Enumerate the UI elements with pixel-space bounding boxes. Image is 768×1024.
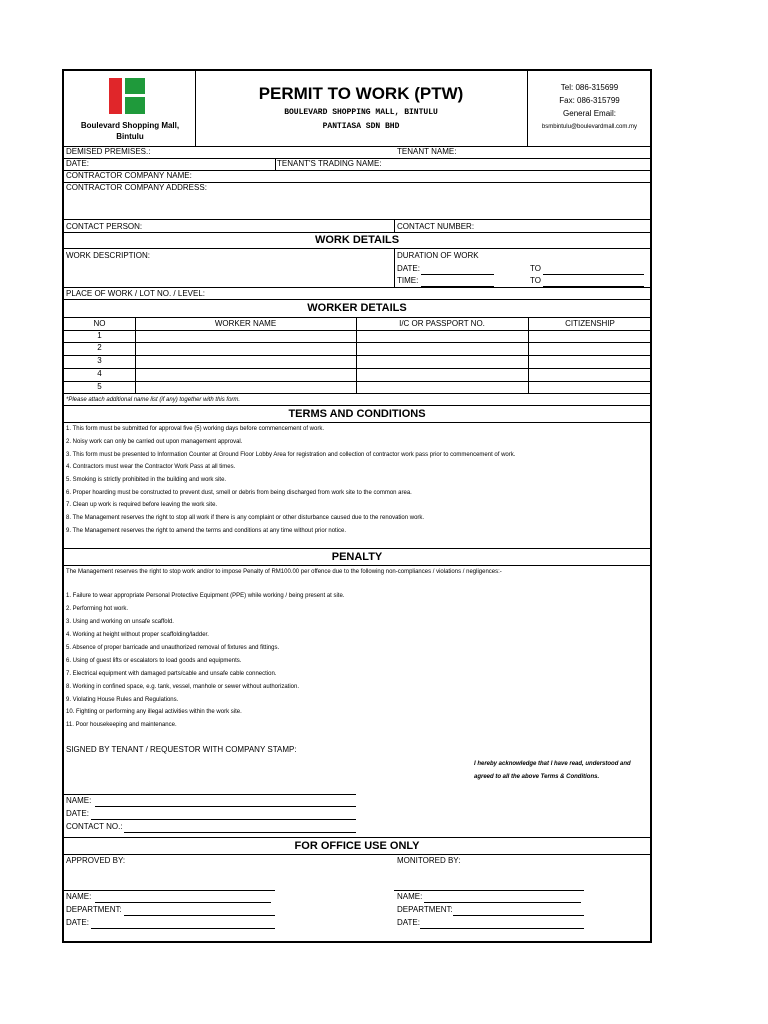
monitored-by-label: MONITORED BY: [397,856,461,865]
duration-to-time: TO [530,276,541,285]
penalty-item: 7. Electrical equipment with damaged parts/cable and unsafe cable connection. [66,671,277,677]
signature-line[interactable] [64,794,356,795]
work-details-heading: WORK DETAILS [314,234,400,246]
worker-row[interactable]: 4 [97,369,102,378]
monitor-date-line[interactable] [420,928,584,929]
penalty-item: 10. Fighting or performing any illegal activities within the work site. [66,709,242,715]
email-label: General Email: [563,109,616,118]
acknowledgement-line-2: agreed to all the above Terms & Conditions. [474,774,600,780]
worker-row[interactable]: 3 [97,356,102,365]
approver-department-line[interactable] [124,915,275,916]
tel: Tel: 086-315699 [560,83,619,92]
acknowledgement-line-1: I hereby acknowledge that I have read, understood and [474,761,631,767]
col-citizenship: CITIZENSHIP [565,319,615,328]
contractor-address-field[interactable]: CONTRACTOR COMPANY ADDRESS: [66,183,207,192]
mall-logo [109,78,145,114]
worker-row[interactable]: 2 [97,343,102,352]
terms-item: 2. Noisy work can only be carried out upon management approval. [66,439,243,445]
approver-date-label: DATE: [66,918,89,927]
terms-item: 8. The Management reserves the right to stop all work if there is any complaint or other disturbance caused due to the renovation work. [66,515,425,521]
logo-green-bottom [125,97,145,114]
contact-number-field[interactable]: CONTACT NUMBER: [397,222,475,231]
form-title: PERMIT TO WORK (PTW) [258,84,464,103]
penalty-intro: The Management reserves the right to stop work and/or to impose Penalty of RM100.00 per offence due to the following non-compliances / violations / negligences:- [66,569,502,575]
mall-name: Boulevard Shopping Mall, Bintulu [80,121,180,141]
tenant-name-field[interactable]: TENANT NAME: [397,147,457,156]
terms-item: 3. This form must be presented to Information Counter at Ground Floor Lobby Area for registration and collection of contractor work pass prior to commencement of work. [66,452,516,458]
signer-contact-line[interactable] [124,832,356,833]
monitor-department-line[interactable] [453,915,584,916]
penalty-item: 8. Working in confined space, e.g. tank, vessel, manhole or sewer without authorization. [66,684,300,690]
penalty-item: 6. Using of guest lifts or escalators to load goods and equipments. [66,658,242,664]
approver-name-line[interactable] [95,902,271,903]
col-no: NO [93,319,106,328]
worker-note: *Please attach additional name list (if any) together with this form. [66,397,241,403]
duration-label: DURATION OF WORK [397,251,479,260]
signer-date-label: DATE: [66,809,89,818]
penalty-item: 5. Absence of proper barricade and unauthorized removal of fixtures and fittings. [66,645,280,651]
approver-name-label: NAME: [66,892,92,901]
penalty-item: 1. Failure to wear appropriate Personal Protective Equipment (PPE) while working / being present at site. [66,593,345,599]
logo-red-block [109,78,122,114]
signer-name-line[interactable] [95,806,356,807]
work-description-field[interactable]: WORK DESCRIPTION: [66,251,151,260]
signer-date-line[interactable] [91,819,356,820]
place-of-work-field[interactable]: PLACE OF WORK / LOT NO. / LEVEL: [66,289,205,298]
trading-name-field[interactable]: TENANT'S TRADING NAME: [277,159,382,168]
penalty-item: 2. Performing hot work. [66,606,129,612]
duration-to-date-line[interactable] [543,274,644,275]
penalty-heading: PENALTY [331,551,383,563]
permit-form [62,69,652,943]
penalty-item: 3. Using and working on unsafe scaffold. [66,619,174,625]
office-use-heading: FOR OFFICE USE ONLY [294,840,420,852]
signed-by-label: SIGNED BY TENANT / REQUESTOR WITH COMPANY STAMP: [66,745,297,754]
monitor-signature-line[interactable] [394,890,584,891]
monitor-name-label: NAME: [397,892,423,901]
approver-date-line[interactable] [91,928,275,929]
logo-green-top [125,78,145,94]
date-field[interactable]: DATE: [66,159,89,168]
approved-by-label: APPROVED BY: [66,856,126,865]
fax: Fax: 086-315799 [559,96,620,105]
duration-date-line[interactable] [421,274,494,275]
penalty-item: 9. Violating House Rules and Regulations. [66,697,179,703]
company-line-1: BOULEVARD SHOPPING MALL, BINTULU [284,108,438,117]
duration-time-label: TIME: [397,276,419,285]
monitor-department-label: DEPARTMENT: [397,905,453,914]
col-ic-passport: I/C OR PASSPORT NO. [399,319,485,328]
penalty-item: 4. Working at height without proper scaffolding/ladder. [66,632,209,638]
terms-item: 5. Smoking is strictly prohibited in the building and work site. [66,477,227,483]
terms-item: 6. Proper hoarding must be constructed to prevent dust, smell or debris from being discharged from work site to the common area. [66,490,412,496]
demised-premises-field[interactable]: DEMISED PREMISES.: [66,147,151,156]
approver-department-label: DEPARTMENT: [66,905,122,914]
terms-item: 9. The Management reserves the right to amend the terms and conditions at any time without prior notice. [66,528,347,534]
approver-signature-line[interactable] [64,890,275,891]
contractor-name-field[interactable]: CONTRACTOR COMPANY NAME: [66,171,192,180]
terms-heading: TERMS AND CONDITIONS [288,408,426,420]
penalty-item: 11. Poor housekeeping and maintenance. [66,722,177,728]
company-line-2: PANTIASA SDN BHD [322,122,400,131]
email-address: bsmbintulu@boulevardmall.com.my [541,124,638,130]
monitor-date-label: DATE: [397,918,420,927]
worker-row[interactable]: 5 [97,382,102,391]
worker-details-heading: WORKER DETAILS [307,302,407,314]
worker-row[interactable]: 1 [97,331,102,340]
signer-name-label: NAME: [66,796,92,805]
terms-item: 1. This form must be submitted for approval five (5) working days before commencement of work. [66,426,324,432]
contact-person-field[interactable]: CONTACT PERSON: [66,222,143,231]
col-worker-name: WORKER NAME [214,319,277,328]
signer-contact-label: CONTACT NO.: [66,822,123,831]
monitor-name-line[interactable] [424,902,581,903]
duration-to-date: TO [530,264,541,273]
terms-item: 4. Contractors must wear the Contractor Work Pass at all times. [66,464,236,470]
terms-item: 7. Clean up work is required before leaving the work site. [66,502,218,508]
duration-date-label: DATE: [397,264,420,273]
